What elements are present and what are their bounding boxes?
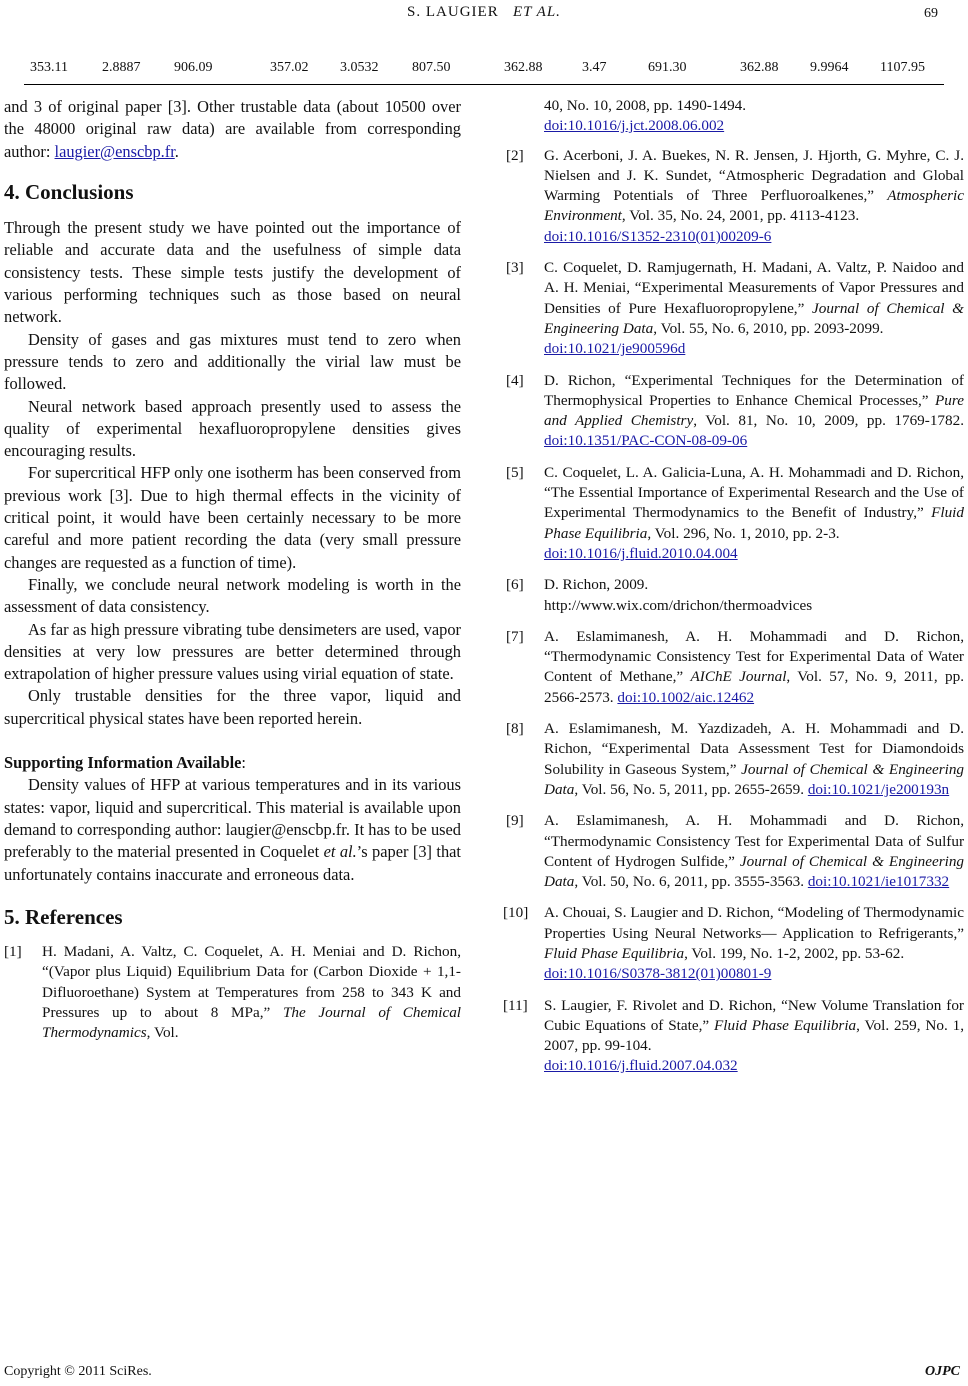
table-cell: 362.88 [740, 60, 779, 75]
supporting-heading: Supporting Information Available: [4, 753, 246, 773]
reference-list [503, 146, 965, 1077]
email-link[interactable]: laugier@enscbp.fr [54, 141, 175, 161]
reference-text: A. Eslamimanesh, M. Yazdizadeh, A. H. Mohammadi and D. Richon, “Experimental Data Assessment Test for Diamondoids Solubility in Gaseous System,” [544, 720, 964, 778]
reference-journal: Journal of Chemical & Engineering Data [544, 299, 964, 337]
reference-number: [8] [506, 720, 524, 738]
doi-link[interactable]: doi:10.1002/aic.12462 [617, 688, 755, 706]
paragraph: Finally, we conclude neural network modeling is worth in the assessment of data consistency. [4, 574, 461, 617]
reference-text: , Vol. 50, No. 6, 2011, pp. 3555-3563. [574, 873, 808, 891]
page-number: 69 [924, 6, 938, 21]
reference-text: D. Richon, “Experimental Techniques for the Determination of Thermophysical Properties to Enhance Chemical Processes,” [544, 371, 964, 409]
left-column [4, 96, 461, 1055]
table-cell: 807.50 [412, 60, 451, 75]
paragraph: Through the present study we have pointed out the importance of reliable and accurate data and the usefulness of simple data consistency tests. These simple tests justify the development of various performing techniques such as those based on neural network. [4, 218, 461, 327]
doi-link[interactable]: doi:10.1021/je900596d [544, 340, 686, 358]
reference-text: D. Richon, 2009. [544, 576, 649, 594]
reference-number: [9] [506, 812, 524, 830]
paragraph: Only trustable densities for the three vapor, liquid and supercritical physical states have been reported herein. [4, 686, 461, 728]
reference-item [506, 627, 964, 708]
reference-journal: Fluid Phase Equilibria [544, 504, 964, 542]
running-header [0, 4, 968, 21]
intro-paragraph: and 3 of original paper [3]. Other trustable data (about 10500 over the 48000 original raw data) are available from corresponding author: laugier@enscbp.fr. [4, 97, 461, 161]
reference-text: A. Chouai, S. Laugier and D. Richon, “Modeling of Thermodynamic Properties Using Neural Networks― Application to Refrigerants,” [544, 904, 964, 942]
reference-text: , Vol. 55, No. 6, 2010, pp. 2093-2099. [653, 319, 884, 337]
supporting-paragraph: Density values of HFP at various temperatures and in its various states: vapor, liquid and supercritical. This material is available upon demand to corresponding author: laugier@enscbp.fr. It has to be used preferably to the material presented in Coquelet et al.’s paper [3] that unfortunately contains inaccurate and erroneous data. [4, 775, 461, 884]
reference-number: [5] [506, 463, 524, 481]
reference-journal: Pure and Applied Chemistry [544, 391, 964, 430]
reference-journal: Journal of Chemical & Engineering Data [544, 852, 965, 891]
reference-journal: Fluid Phase Equilibria [544, 944, 685, 962]
reference-item [506, 258, 964, 359]
header-et-al: ET AL. [512, 4, 561, 20]
table-cell: 1107.95 [880, 60, 925, 75]
reference-text: C. Coquelet, L. A. Galicia-Luna, A. H. Mohammadi and D. Richon, “The Essential Importance of Experimental Research and the Use of Experimental Thermodynamics to the Benefit of Industry,” [544, 463, 964, 522]
reference-text: A. Eslamimanesh, A. H. Mohammadi and D. Richon, “Thermodynamic Consistency Test for Experimental Data of Sulfur Content of Hydrogen Sulfide,” [544, 812, 964, 870]
reference-item [506, 463, 964, 564]
reference-text: , Vol. 81, No. 10, 2009, pp. 1769-1782. [693, 412, 964, 430]
table-cell: 357.02 [270, 60, 309, 75]
doi-link[interactable]: doi:10.1016/j.fluid.2007.04.032 [544, 1057, 738, 1075]
doi-link[interactable]: doi:10.1016/j.jct.2008.06.002 [544, 117, 725, 135]
reference-journal: Journal of Chemical & Engineering Data [544, 760, 965, 798]
reference-text: , Vol. 296, No. 1, 2010, pp. 2-3. [647, 524, 840, 542]
reference-text: , Vol. 199, No. 1-2, 2002, pp. 53-62. [684, 944, 905, 962]
doi-link[interactable]: doi:10.1016/S1352-2310(01)00209-6 [544, 227, 772, 245]
reference-item [503, 903, 964, 984]
reference-text: , Vol. 57, No. 9, 2011, pp. 2566-2573. [544, 668, 964, 706]
doi-link[interactable]: doi:10.1351/PAC-CON-08-09-06 [544, 432, 748, 450]
reference-url: http://www.wix.com/drichon/thermoadvices [544, 596, 813, 614]
doi-link[interactable]: doi:10.1016/j.fluid.2010.04.004 [544, 544, 738, 562]
reference-text: , Vol. 35, No. 24, 2001, pp. 4113-4123. [621, 207, 860, 225]
doi-link[interactable]: doi:10.1021/ie1017332 [807, 873, 950, 891]
reference-text: , Vol. 259, No. 1, 2007, pp. 99-104. [544, 1016, 965, 1055]
table-cell: 3.47 [582, 60, 607, 75]
reference-number: [4] [506, 371, 524, 389]
table-cell: 906.09 [174, 60, 213, 75]
table-cell: 9.9964 [810, 60, 849, 75]
table-cell: 2.8887 [102, 60, 141, 75]
reference-journal: Fluid Phase Equilibria [713, 1016, 857, 1034]
reference-number: [7] [506, 627, 524, 645]
table-cell: 3.0532 [340, 60, 379, 75]
references-heading: 5. References [4, 904, 123, 929]
doi-link[interactable]: doi:10.1021/je200193n [807, 780, 950, 798]
reference-text: , Vol. 56, No. 5, 2011, pp. 2655-2659. [574, 780, 808, 798]
reference-item: [1] H. Madani, A. Valtz, C. Coquelet, A. H. Meniai and D. Richon, “(Vapor plus Liquid) Equilibrium Data for (Carbon Dioxide + 1,1-Difluoroethane) System at Temperatures from 258 to 343 K and Pressures up to about 8 MPa,” The Journal of Chemical Thermodynamics, Vol. [4, 943, 462, 1042]
reference-item [503, 996, 965, 1077]
reference-number: [11] [503, 996, 528, 1014]
reference-item [506, 811, 964, 892]
reference-item [506, 371, 964, 452]
table-cell: 353.11 [30, 60, 68, 75]
conclusions-heading: 4. Conclusions [4, 179, 134, 204]
reference-continuation: 40, No. 10, 2008, pp. 1490-1494. doi:10.1016/j.jct.2008.06.002 [544, 97, 747, 135]
copyright-text: Copyright © 2011 SciRes. [4, 1364, 152, 1379]
header-authors: S. LAUGIER [407, 4, 499, 20]
reference-journal: AIChE Journal [690, 668, 787, 686]
paragraph: Density of gases and gas mixtures must tend to zero when pressure tends to zero and additionally the virial law must be followed. [4, 329, 461, 394]
reference-text: C. Coquelet, D. Ramjugernath, H. Madani, A. Valtz, P. Naidoo and A. H. Meniai, “Experimental Measurements of Vapor Pressures and Densities of Pure Hexafluoropropylene,” [544, 259, 964, 317]
reference-number: [10] [503, 904, 529, 922]
reference-number: [2] [506, 146, 524, 164]
journal-abbrev: OJPC [925, 1364, 960, 1379]
reference-text: S. Laugier, F. Rivolet and D. Richon, “New Volume Translation for Cubic Equations of State,” [544, 996, 964, 1034]
paragraph: As far as high pressure vibrating tube densimeters are used, vapor densities at very low pressures are better determined through extrapolation of higher pressure values using virial equation of state. [4, 619, 461, 684]
table-rule [24, 84, 944, 85]
table-cell: 691.30 [648, 60, 687, 75]
page-footer [4, 1364, 962, 1380]
table-cell: 362.88 [504, 60, 543, 75]
reference-item [506, 575, 964, 616]
reference-number: [6] [506, 576, 524, 594]
right-column [503, 96, 965, 1088]
reference-number: [3] [506, 259, 524, 277]
reference-text: G. Acerboni, J. A. Buekes, N. R. Jensen, J. Hjorth, G. Myhre, C. J. Nielsen and J. K. Sundet, “Atmospheric Degradation and Global Warming Potentials of Three Perfluoroalkenes,” [544, 146, 964, 205]
reference-item [506, 146, 964, 247]
doi-link[interactable]: doi:10.1016/S0378-3812(01)00801-9 [544, 965, 772, 983]
paragraph: For supercritical HFP only one isotherm has been conserved from previous work [3]. Due to high thermal effects in the vicinity of critical point, it would have been certainly necessary to be more careful and more patient recording the data (very small pressure changes are requested as a function of time). [4, 463, 461, 572]
paragraph: Neural network based approach presently used to assess the quality of experimental hexafluoropropylene densities gives encouraging results. [4, 396, 461, 461]
reference-text: A. Eslamimanesh, A. H. Mohammadi and D. Richon, “Thermodynamic Consistency Test for Experimental Data of Water Content of Methane,” [544, 627, 964, 686]
reference-item [506, 719, 964, 800]
reference-journal: Atmospheric Environment [544, 187, 964, 225]
